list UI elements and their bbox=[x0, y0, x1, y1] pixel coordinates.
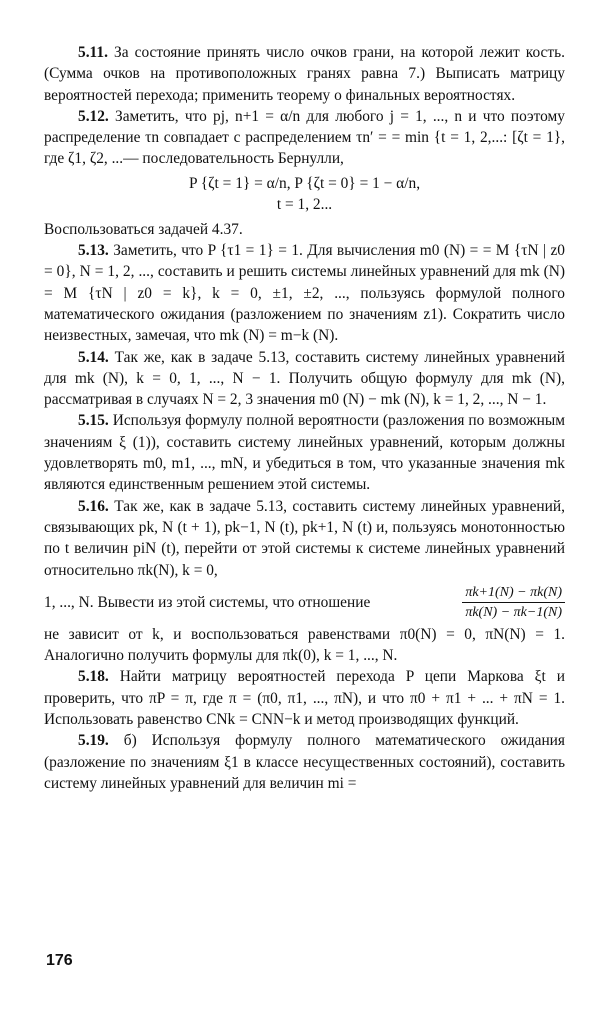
problem-number: 5.19. bbox=[78, 732, 109, 750]
problem-number: 5.18. bbox=[78, 668, 109, 686]
paragraph-5-12 bbox=[44, 106, 565, 170]
paragraph-text: Заметить, что P {τ1 = 1} = 1. Для вычисления m0 (N) = = M {τN | z0 = 0}, N = 1, 2, ..., составить и решить системы линейных уравнений для mk (N) = M {τN | z0 = k}, k = 0, ±1, ±2, ..., пользуясь формулой полного математического ожидания (разложением по значениям z1). Сократить число неизвестных, замечая, что mk (N) = m−k (N). bbox=[44, 242, 565, 345]
fraction-line bbox=[44, 583, 565, 622]
paragraph-5-19 bbox=[44, 730, 565, 794]
problem-number: 5.11. bbox=[78, 44, 108, 61]
problem-number: 5.13. bbox=[78, 242, 109, 260]
paragraph-text: За состояние принять число очков грани, на которой лежит кость. (Сумма очков на противоположных гранях равна 7.) Выписать матрицу вероятностей перехода; применить теорему о финальных вероятностях. bbox=[44, 44, 565, 104]
ratio-fraction bbox=[462, 583, 565, 622]
fraction-numerator: πk+1(N) − πk(N) bbox=[465, 584, 562, 600]
paragraph-text: Так же, как в задаче 5.13, составить систему линейных уравнений, связывающих pk, N (t + 1), pk−1, N (t), pk+1, N (t) и, пользуясь монотонностью по t величин piN (t), перейти от этой системы к системе линейных уравнений относительно πk(N), k = 0, bbox=[44, 497, 565, 579]
fraction-denominator: πk(N) − πk−1(N) bbox=[462, 602, 565, 622]
problem-number: 5.12. bbox=[78, 107, 109, 125]
paragraph-text: Заметить, что pj, n+1 = α/n для любого j = 1, ..., n и что поэтому распределение τn совпадает с распределением τn′ = = min {t = 1, 2,...: [ζt = 1}, где ζ1, ζ2, ...— последовательность Бернулли, bbox=[44, 107, 565, 168]
paragraph-5-11 bbox=[44, 42, 565, 106]
paragraph-text: Используя формулу полной вероятности (разложения по возможным значениям ξ (1)), составить систему линейных уравнений, которым должны удовлетворять m0, m1, ..., mN, и убедиться в том, что указанные значения mk являются единственным решением этой системы. bbox=[44, 412, 565, 494]
page-number: 176 bbox=[46, 952, 73, 969]
paragraph-text: Найти матрицу вероятностей перехода P цепи Маркова ξt и проверить, что πP = π, где π = (π0, π1, ..., πN), и что π0 + π1 + ... + πN = 1. Использовать равенство CNk = CNN−k и метод производящих функций. bbox=[44, 668, 565, 729]
paragraph-text: б) Используя формулу полного математического ожидания (разложение по значениям ξ1 в классе несущественных состояний), составить систему линейных уравнений для величин mi = bbox=[44, 732, 565, 792]
paragraph-text: Воспользоваться задачей 4.37. bbox=[44, 220, 243, 238]
paragraph-5-18 bbox=[44, 666, 565, 730]
formula-bernoulli bbox=[44, 173, 565, 215]
paragraph-5-15 bbox=[44, 410, 565, 495]
formula-line: t = 1, 2... bbox=[276, 195, 333, 213]
paragraph-text: 1, ..., N. Вывести из этой системы, что отношение bbox=[44, 593, 371, 611]
problem-number: 5.15. bbox=[78, 412, 109, 430]
paragraph-text: не зависит от k, и воспользоваться равенствами π0(N) = 0, πN(N) = 1. Аналогично получить формулы для πk(0), k = 1, ..., N. bbox=[44, 625, 565, 665]
paragraph-text: Так же, как в задаче 5.13, составить систему линейных уравнений для mk (N), k = 0, 1, ..., N − 1. Получить общую формулу для mk (N), рассматривая в случаях N = 2, 3 значения m0 (N) − mk (N), k = 1, 2, ..., N − 1. bbox=[44, 348, 565, 409]
paragraph-5-16 bbox=[44, 496, 565, 581]
paragraph-5-13 bbox=[44, 240, 565, 346]
paragraph-5-14 bbox=[44, 347, 565, 411]
formula-line: P {ζt = 1} = α/n, P {ζt = 0} = 1 − α/n, bbox=[188, 174, 421, 192]
problem-number: 5.14. bbox=[78, 348, 109, 366]
problem-number: 5.16. bbox=[78, 497, 109, 515]
